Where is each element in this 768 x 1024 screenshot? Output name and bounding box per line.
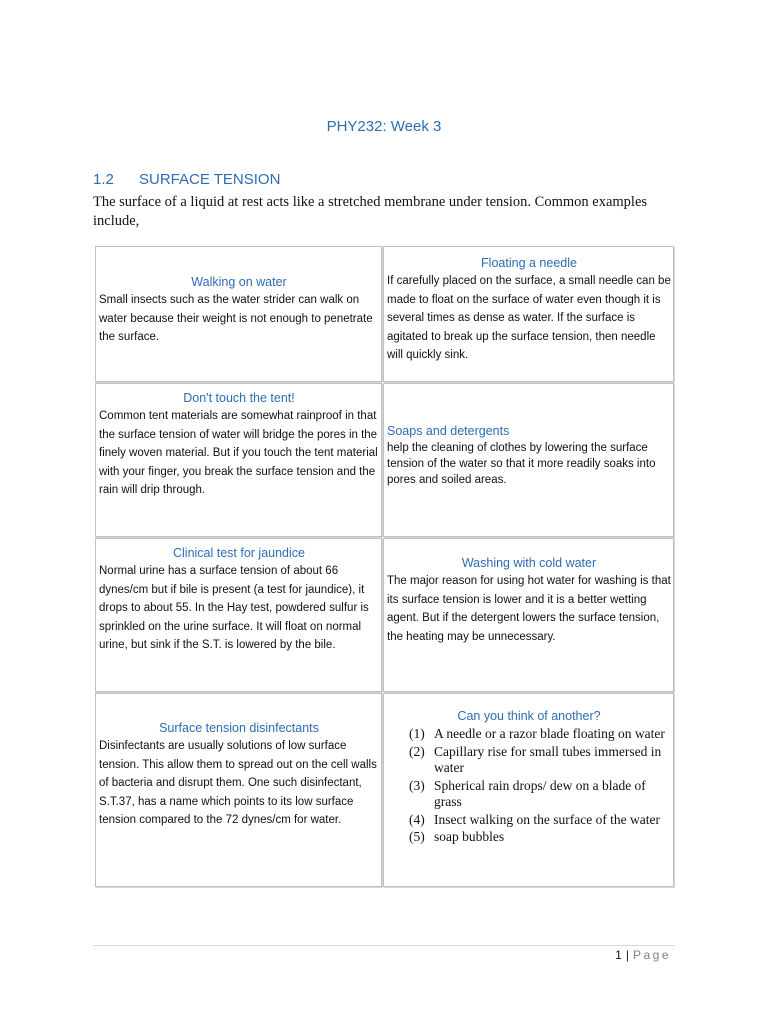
cell-title: Walking on water (191, 275, 287, 289)
cell-washing-cold-water (383, 538, 674, 692)
footer-divider (93, 945, 675, 946)
cell-body: The major reason for using hot water for washing is that its surface tension is lower and it is a better wetting agent. But if the detergent lowers the surface tension, the heating may be unnecessary. (387, 575, 671, 643)
cell-floating-needle (383, 246, 674, 382)
section-title: SURFACE TENSION (139, 171, 281, 188)
cell-clinical-test-jaundice (95, 538, 382, 692)
footer-separator: | (625, 948, 629, 962)
page-label: Page (632, 948, 671, 962)
list-marker: (3) (409, 777, 425, 793)
cell-body: Disinfectants are usually solutions of low surface tension. This allow them to spread out on the cell walls of bacteria and disrupt them. One such disinfectant, S.T.37, has a name which points to its low surface tension compared to the 72 dynes/cm for water. (99, 740, 377, 827)
examples-list (409, 726, 669, 846)
cell-body: help the cleaning of clothes by lowering the surface tension of the water so that it more readily soaks into pores and soiled areas. (387, 442, 656, 486)
section-number: 1.2 (93, 171, 114, 188)
page-number: 1 (615, 948, 622, 962)
cell-title: Surface tension disinfectants (159, 721, 319, 735)
list-item (409, 778, 669, 811)
cell-soaps-detergents (383, 383, 674, 537)
list-item (409, 726, 669, 743)
list-item (409, 829, 669, 846)
list-marker: (1) (409, 726, 425, 741)
list-marker: (2) (409, 743, 425, 759)
examples-table (93, 244, 675, 890)
intro-paragraph: The surface of a liquid at rest acts like a stretched membrane under tension. Common examples include, (93, 194, 648, 229)
cell-title: Soaps and detergents (387, 424, 510, 438)
cell-body: Common tent materials are somewhat rainproof in that the surface tension of water will bridge the pores in the finely woven material. But if you touch the tent material with your finger, you break the surface tension and the rain will drip through. (99, 410, 378, 497)
cell-title: Clinical test for jaundice (172, 546, 305, 560)
list-item-text: A needle or a razor blade floating on water (434, 726, 665, 741)
section-heading (93, 171, 280, 188)
cell-body: Small insects such as the water strider can walk on water because their weight is not enough to penetrate the surface. (99, 294, 373, 344)
cell-title: Don't touch the tent! (183, 391, 295, 405)
cell-body: If carefully placed on the surface, a small needle can be made to float on the surface of water even though it is several times as dense as water. If the surface is agitated to break up the surface tension, then needle will quickly sink. (387, 275, 671, 362)
list-marker: (4) (409, 811, 425, 827)
cell-dont-touch-tent (95, 383, 382, 537)
cell-body: Normal urine has a surface tension of about 66 dynes/cm but if bile is present (a test for jaundice), it drops to about 55. In the Hay test, powdered sulfur is sprinkled on the urine surface. It will float on normal urine, but sink if the S.T. is lowered by the bile. (99, 565, 369, 652)
cell-title: Washing with cold water (461, 556, 597, 570)
cell-title: Can you think of another? (457, 709, 601, 723)
cell-title: Floating a needle (481, 256, 577, 270)
cell-think-of-another (383, 693, 674, 887)
cell-surface-tension-disinfectants (95, 693, 382, 887)
list-item-text: Spherical rain drops/ dew on a blade of grass (434, 777, 646, 809)
list-item (409, 812, 669, 829)
page-title: PHY232: Week 3 (326, 118, 442, 135)
list-item-text: Insect walking on the surface of the water (434, 811, 661, 827)
list-item-text: soap bubbles (434, 829, 505, 844)
cell-walking-on-water (95, 246, 382, 382)
list-item-text: Capillary rise for small tubes immersed in water (434, 743, 662, 775)
list-marker: (5) (409, 829, 425, 844)
list-item (409, 744, 669, 777)
page-footer (615, 948, 671, 962)
